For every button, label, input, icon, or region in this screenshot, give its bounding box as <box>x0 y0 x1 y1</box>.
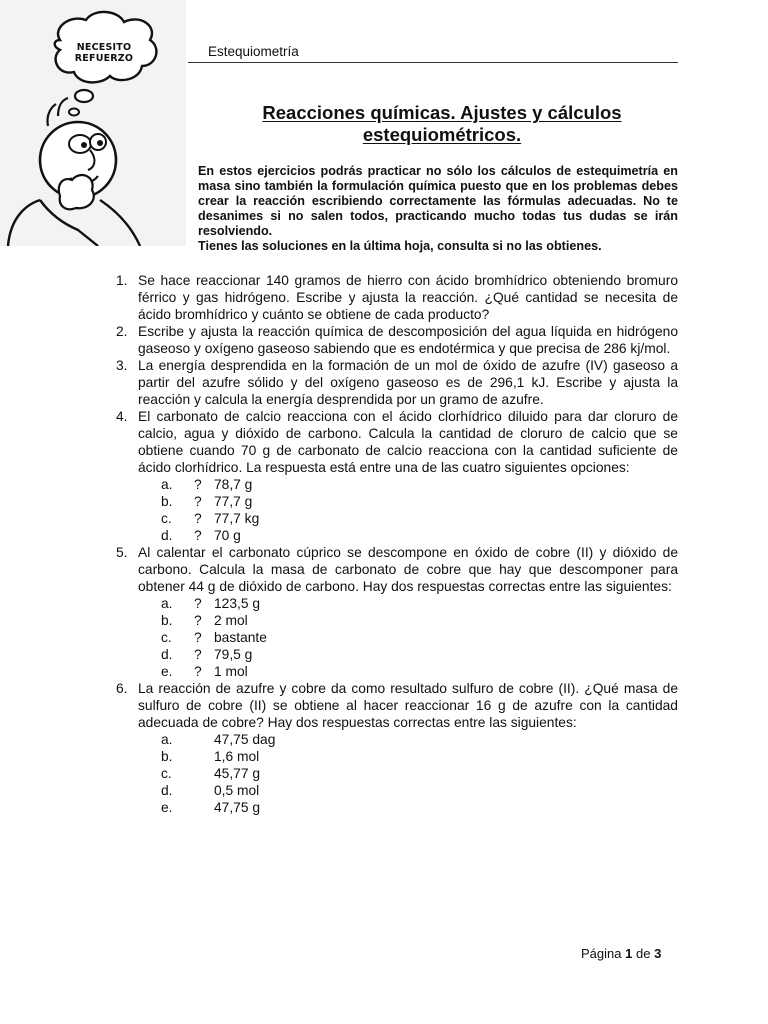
header-subject: Estequiometría <box>208 44 299 59</box>
option-letter: d. <box>161 528 173 543</box>
hand-icon <box>59 175 94 209</box>
option-mark <box>194 765 214 782</box>
intro-paragraph: En estos ejercicios podrás practicar no sólo los cálculos de estequimetría en masa sino también la formulación química puesto que en los problemas debes crear la reacción escribiendo correctamente las fórmulas adecuadas. No te desanimes si no salen todos, practicando mucho todas tus dudas se irán resolviendo. <box>198 164 678 238</box>
option-mark: ? <box>194 630 202 645</box>
option-value: bastante <box>214 630 267 645</box>
answer-option <box>161 799 678 816</box>
option-letter: e. <box>161 664 173 679</box>
option-value: 45,77 g <box>214 766 261 781</box>
intro-note: Tienes las soluciones en la última hoja, consulta si no las obtienes. <box>198 239 602 253</box>
option-letter: c. <box>161 511 172 526</box>
answer-option <box>161 731 678 748</box>
problem-number: 6. <box>116 681 128 696</box>
answer-option <box>161 510 678 527</box>
option-value: 78,7 g <box>214 477 253 492</box>
problem-number: 4. <box>116 409 128 424</box>
option-letter: e. <box>161 800 173 815</box>
thinking-student-illustration <box>0 0 186 246</box>
bubble-line-2: REFUERZO <box>74 53 134 64</box>
option-value: 77,7 kg <box>214 511 260 526</box>
option-value: 2 mol <box>214 613 248 628</box>
answer-option <box>161 629 678 646</box>
problem-statement: Se hace reaccionar 140 gramos de hierro con ácido bromhídrico obteniendo bromuro férrico y gas hidrógeno. Escribe y ajusta la reacción. ¿Qué cantidad se necesita de ácido bromhídrico y cuánto se obtiene de cada producto? <box>138 273 678 322</box>
answer-options <box>161 476 678 544</box>
problem-number: 5. <box>116 545 128 560</box>
option-value: 0,5 mol <box>214 783 260 798</box>
thought-dot-icon <box>69 109 79 116</box>
answer-option <box>161 595 678 612</box>
problem-item <box>116 680 678 816</box>
option-mark <box>194 799 214 816</box>
option-mark: ? <box>194 477 202 492</box>
problem-item <box>116 357 678 408</box>
problem-statement: Escribe y ajusta la reacción química de descomposición del agua líquida en hidrógeno gaseoso y oxígeno gaseoso sabiendo que es endotérmica y que precisa de 286 kj/mol. <box>138 324 678 356</box>
option-mark: ? <box>194 494 202 509</box>
answer-option <box>161 663 678 680</box>
answer-option <box>161 748 678 765</box>
option-letter: d. <box>161 647 173 662</box>
bubble-line-1: NECESITO <box>76 42 132 53</box>
answer-option <box>161 493 678 510</box>
page-sep: de <box>635 946 651 961</box>
option-value: 1,6 mol <box>214 749 260 764</box>
problem-item <box>116 408 678 544</box>
answer-option <box>161 476 678 493</box>
option-mark <box>194 782 214 799</box>
option-letter: b. <box>161 613 173 628</box>
document-title <box>200 102 684 146</box>
header-divider <box>188 62 678 63</box>
page-number <box>581 946 661 961</box>
problem-statement: La energía desprendida en la formación de un mol de óxido de azufre (IV) gaseoso a partir del azufre sólido y del oxígeno gaseoso es de 296,1 kJ. Escribe y ajusta la reacción y calcula la energía desprendida por un gramo de azufre. <box>138 358 678 407</box>
answer-option <box>161 612 678 629</box>
answer-options <box>161 595 678 680</box>
thought-bubble-label <box>70 42 138 64</box>
answer-options <box>161 731 678 816</box>
problem-statement: La reacción de azufre y cobre da como resultado sulfuro de cobre (II). ¿Qué masa de sulfuro de cobre (II) se obtiene al hacer reaccionar 16 g de azufre con la cantidad adecuada de cobre? Hay dos respuestas correctas entre las siguientes: <box>138 681 678 730</box>
option-value: 47,75 g <box>214 800 261 815</box>
option-mark: ? <box>194 613 202 628</box>
problem-statement: El carbonato de calcio reacciona con el ácido clorhídrico diluido para dar cloruro de calcio, agua y dióxido de carbono. Calcula la cantidad de cloruro de calcio que se obtiene cuando 70 g de carbonato de calcio reacciona con la cantidad suficiente de ácido clorhídrico. La respuesta está entre una de las cuatro siguientes opciones: <box>138 409 678 475</box>
option-value: 70 g <box>214 528 241 543</box>
option-letter: b. <box>161 749 173 764</box>
title-line-2: estequiométricos. <box>362 124 522 145</box>
page-prefix: Página <box>581 946 622 961</box>
problem-item <box>116 544 678 680</box>
option-mark: ? <box>194 596 202 611</box>
option-letter: c. <box>161 630 172 645</box>
problem-statement: Al calentar el carbonato cúprico se descompone en óxido de cobre (II) y dióxido de carbono. Calcula la masa de carbonato de cobre que hay que descomponer para obtener 44 g de dióxido de carbono. Hay dos respuestas correctas entre las siguientes: <box>138 545 678 594</box>
option-mark: ? <box>194 528 202 543</box>
problem-number: 3. <box>116 358 128 373</box>
problem-item <box>116 323 678 357</box>
problem-number: 2. <box>116 324 128 339</box>
title-line-1: Reacciones químicas. Ajustes y cálculos <box>262 102 622 123</box>
thought-dot-icon <box>75 90 93 102</box>
option-letter: c. <box>161 766 172 781</box>
problem-number: 1. <box>116 273 128 288</box>
problem-list <box>116 272 678 816</box>
answer-option <box>161 527 678 544</box>
option-value: 47,75 dag <box>214 732 276 747</box>
answer-option <box>161 782 678 799</box>
option-mark <box>194 731 214 748</box>
option-letter: d. <box>161 783 173 798</box>
option-value: 1 mol <box>214 664 248 679</box>
option-mark: ? <box>194 664 202 679</box>
page-total: 3 <box>654 946 662 961</box>
option-letter: b. <box>161 494 173 509</box>
option-mark <box>194 748 214 765</box>
option-mark: ? <box>194 647 202 662</box>
answer-option <box>161 765 678 782</box>
option-value: 79,5 g <box>214 647 253 662</box>
option-letter: a. <box>161 732 173 747</box>
intro-block <box>198 164 678 254</box>
option-letter: a. <box>161 477 173 492</box>
option-letter: a. <box>161 596 173 611</box>
problem-item <box>116 272 678 323</box>
page-current: 1 <box>625 946 633 961</box>
answer-option <box>161 646 678 663</box>
option-value: 123,5 g <box>214 596 261 611</box>
option-mark: ? <box>194 511 202 526</box>
option-value: 77,7 g <box>214 494 253 509</box>
